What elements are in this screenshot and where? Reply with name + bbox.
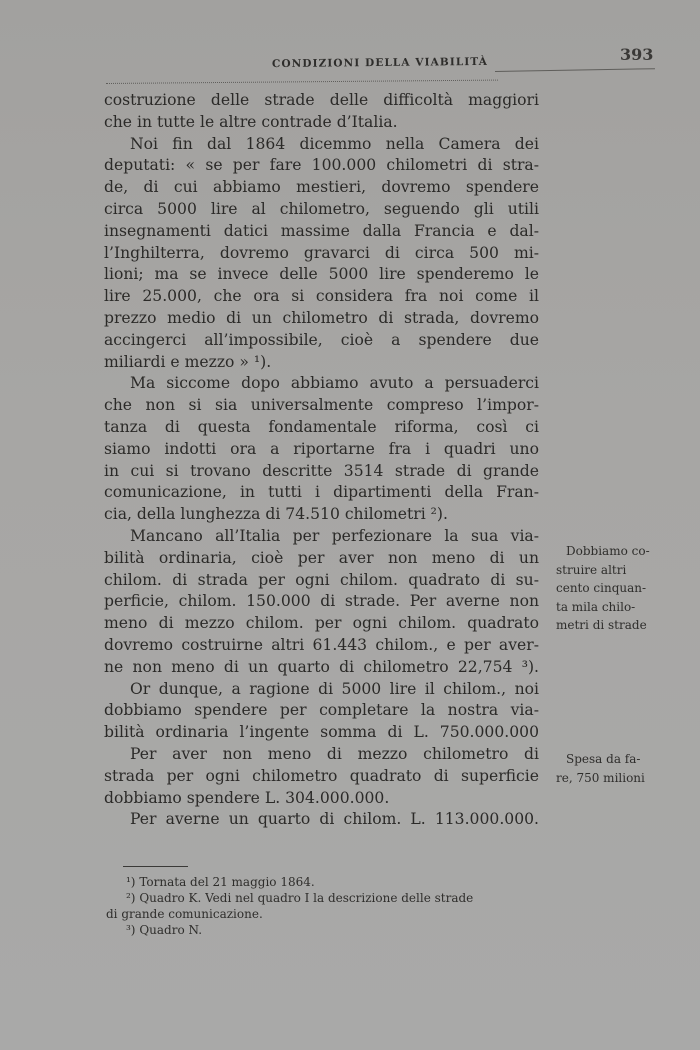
footnote-text: Tornata del 21 maggio 1864. — [139, 875, 315, 889]
text-line — [104, 788, 539, 810]
text-line — [104, 308, 539, 330]
text-line-content: siamo indotti ora a riportarne fra i quadri uno — [104, 439, 539, 458]
text-line-content: Mancano all’Italia per perfezionare la sua via- — [130, 526, 539, 545]
text-line-content: l’Inghilterra, dovremo gravarci di circa 500 mi- — [104, 243, 539, 262]
text-line — [104, 439, 539, 461]
text-line-content: perficie, chilom. 150.000 di strade. Per averne non — [104, 592, 539, 611]
text-line-content: in cui si trovano descritte 3514 strade di grande — [104, 461, 539, 480]
footnote-marker: ¹) — [126, 875, 136, 889]
margin-note-line: struire altri — [556, 562, 627, 577]
footnote-line — [106, 906, 546, 922]
text-line — [104, 591, 539, 613]
text-line — [104, 482, 539, 504]
text-line-content: circa 5000 lire al chilometro, seguendo gli utili — [104, 199, 539, 218]
footnote-marker: ³) — [126, 923, 136, 937]
text-line-content: miliardi e mezzo » ¹). — [104, 352, 272, 371]
text-line-content: dobbiamo spendere per completare la nostra via- — [104, 701, 539, 720]
text-line-content: de, di cui abbiamo mestieri, dovremo spendere — [104, 178, 539, 197]
text-line — [104, 221, 539, 243]
text-line-content: strada per ogni chilometro quadrato di superficie — [104, 766, 539, 785]
text-line-content: tanza di questa fondamentale riforma, così ci — [104, 417, 539, 436]
margin-note-line: re, 750 milioni — [556, 770, 645, 785]
text-line — [104, 635, 539, 657]
text-line-content: prezzo medio di un chilometro di strada, dovremo — [104, 308, 539, 327]
text-line — [104, 112, 539, 134]
text-line — [104, 352, 539, 374]
text-line — [104, 679, 539, 701]
footnote-line — [106, 890, 546, 906]
text-line — [104, 243, 539, 265]
text-line — [104, 548, 539, 570]
text-line — [104, 264, 539, 286]
text-line-content: Ma siccome dopo abbiamo avuto a persuaderci — [130, 374, 539, 393]
text-line-content: che non si sia universalmente compreso l’impor- — [104, 396, 539, 415]
text-line-content: Or dunque, a ragione di 5000 lire il chilom., noi — [130, 679, 539, 698]
text-line — [104, 744, 539, 766]
text-line-content: Per aver non meno di mezzo chilometro di — [130, 744, 539, 763]
text-line-content: chilom. di strada per ogni chilom. quadrato di su- — [104, 570, 539, 589]
text-line-content: accingerci all’impossibile, cioè a spendere due — [104, 330, 539, 349]
footnote-marker: ²) — [126, 891, 136, 905]
text-line — [104, 373, 539, 395]
text-line-content: lire 25.000, che ora si considera fra noi come il — [104, 287, 539, 306]
text-line-content: che in tutte le altre contrade d’Italia. — [104, 112, 398, 131]
text-line — [104, 461, 539, 483]
text-line — [104, 330, 539, 352]
footnote-text: Quadro N. — [139, 923, 203, 937]
text-line-content: cia, della lunghezza di 74.510 chilometri ²). — [104, 505, 448, 524]
main-text — [104, 90, 539, 831]
text-line — [104, 134, 539, 156]
text-line — [104, 613, 539, 635]
text-line-content: lioni; ma se invece delle 5000 lire spenderemo le — [104, 265, 539, 284]
page-number: 393 — [620, 45, 654, 64]
footnote-text: di grande comunicazione. — [106, 907, 263, 921]
text-line-content: costruzione delle strade delle difficoltà maggiori — [104, 91, 539, 109]
text-line — [104, 155, 539, 177]
margin-note-construction — [556, 542, 656, 635]
margin-note-line: ta mila chilo- — [556, 599, 636, 614]
text-line — [104, 700, 539, 722]
text-line-content: ne non meno di un quarto di chilometro 22,754 ³). — [104, 657, 539, 676]
margin-note-line: metri di strade — [556, 618, 647, 632]
footnote-rule — [123, 866, 188, 867]
margin-note-line: cento cinquan- — [556, 581, 647, 595]
text-line-content: dovremo costruirne altri 61.443 chilom., e per aver- — [104, 635, 539, 654]
text-line — [104, 417, 539, 439]
text-line — [104, 90, 539, 112]
header-rule — [106, 80, 498, 84]
text-line-content: Noi fin dal 1864 dicemmo nella Camera dei — [130, 134, 539, 153]
text-line — [104, 809, 539, 831]
margin-note-line: Dobbiamo co- — [566, 544, 650, 558]
text-line-content: comunicazione, in tutti i dipartimenti della Fran- — [104, 483, 539, 502]
text-line — [104, 722, 539, 744]
text-line-content: bilità ordinaria, cioè per aver non meno di un — [104, 548, 539, 567]
text-line — [104, 395, 539, 417]
text-line-content: deputati: « se per fare 100.000 chilometri di stra- — [104, 156, 539, 175]
text-line — [104, 526, 539, 548]
text-line-content: meno di mezzo chilom. per ogni chilom. quadrato — [104, 614, 539, 633]
text-line — [104, 504, 539, 526]
footnote-text: Quadro K. Vedi nel quadro I la descrizione delle strade — [139, 891, 474, 905]
text-line — [104, 199, 539, 221]
text-line — [104, 177, 539, 199]
footnotes — [106, 874, 546, 938]
running-title: CONDIZIONI DELLA VIABILITÀ — [271, 55, 489, 71]
text-line-content: Per averne un quarto di chilom. L. 113.000.000. — [130, 810, 539, 829]
text-line — [104, 766, 539, 788]
text-line-content: dobbiamo spendere L. 304.000.000. — [104, 788, 390, 807]
text-line-content: bilità ordinaria l’ingente somma di L. 750.000.000 — [104, 723, 539, 742]
margin-note-expense — [556, 750, 656, 787]
footnote-line — [106, 874, 546, 890]
text-line — [104, 286, 539, 308]
header-rule-right — [495, 68, 655, 72]
footnote-line — [106, 922, 546, 938]
text-line — [104, 657, 539, 679]
margin-note-line: Spesa da fa- — [566, 752, 641, 766]
text-line — [104, 570, 539, 592]
text-line-content: insegnamenti datici massime dalla Francia e dal- — [104, 221, 539, 240]
